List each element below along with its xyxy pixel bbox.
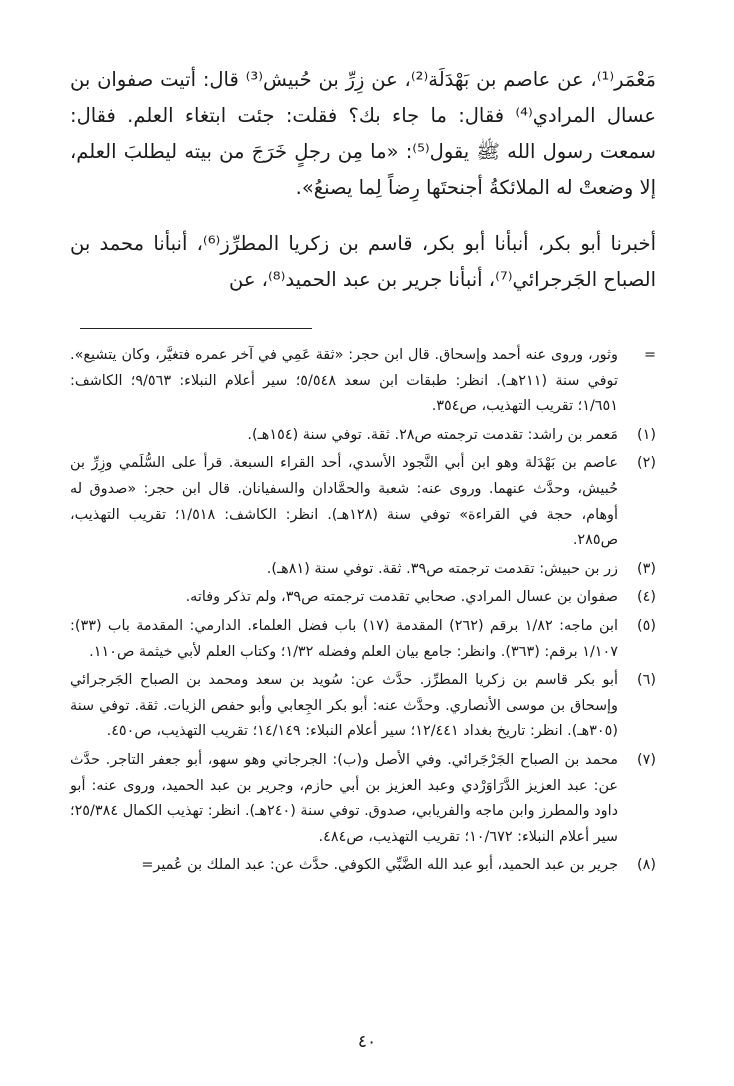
page-number: ٤٠	[357, 1032, 377, 1052]
main-paragraph: أخبرنا أبو بكر، أنبأنا أبو بكر، قاسم بن زكريا المطرِّز⁽⁶⁾، أنبأنا محمد بن الصباح الجَرجرائي⁽⁷⁾، أنبأنا جرير بن عبد الحميد⁽⁸⁾، عن	[70, 232, 657, 291]
footnote	[70, 423, 656, 449]
footnote-number: (٣)	[637, 560, 656, 577]
footnote-text: مَعمر بن راشد: تقدمت ترجمته ص٢٨. ثقة. توفي سنة (١٥٤هـ).	[247, 426, 618, 443]
footnote-number: (٨)	[637, 857, 656, 874]
footnote-text: أبو بكر قاسم بن زكريا المطرِّز. حدَّث عن: سُويد بن سعد ومحمد بن الصباح الجَرجرائي وإسحاق بن موسى الأنصاري. وحدَّث عنه: أبو بكر الجِعابي وأبو حفص الزيات. ثقة. توفي سنة (٣٠٥هـ). انظر: تاريخ بغداد ١٢/٤٤١؛ سير أعلام النبلاء: ١٤/١٤٩؛ تقريب التهذيب، ص٤٥٠.	[70, 672, 618, 740]
footnote-text: محمد بن الصباح الجَرْجَرائي. وفي الأصل و(ب): الجرجاني وهو سهو، أبو جعفر التاجر. حدَّث عن: عبد العزيز الدَّرَاوَرْدي وعبد العزيز بن أبي حازم، وجرير بن عبد الحميد، وروى عنه: أبو داود والمطرز وابن ماجه والفريابي، صدوق. توفي سنة (٢٤٠هـ). انظر: تهذيب الكمال ٢٥/٣٨٤؛ سير أعلام النبلاء: ١٠/٦٧٢؛ تقريب التهذيب، ص٤٨٤.	[70, 751, 618, 845]
footnote-number: (٤)	[637, 589, 656, 606]
footnote-number: (٥)	[637, 617, 656, 634]
footnote-number: (٦)	[637, 672, 656, 689]
footnote	[70, 451, 656, 553]
footnote-number: (١)	[637, 426, 656, 443]
footnote	[70, 585, 656, 611]
footnote-text: زر بن حبيش: تقدمت ترجمته ص٣٩. ثقة. توفي سنة (٨١هـ).	[266, 560, 618, 577]
footnote-text: ابن ماجه: ١/٨٢ برقم (٢٦٢) المقدمة (١٧) باب فضل العلماء. الدارمي: المقدمة باب (٣٣): ١/١٠٧ برقم: (٣٦٣). وانظر: جامع بيان العلم وفضله ١/٣٢؛ وكتاب العلم لأبي خيثمة ص١١٠.	[70, 617, 618, 660]
footnote-text: وثور، وروى عنه أحمد وإسحاق. قال ابن حجر: «ثقة عَمِي في آخر عمره فتغيَّر، وكان يتشيع». توفي سنة (٢١١هـ). انظر: طبقات ابن سعد ٥/٥٤٨؛ سير أعلام النبلاء: ٩/٥٦٣؛ الكاشف: ١/٦٥١؛ تقريب التهذيب، ص٣٥٤.	[70, 347, 618, 415]
footnote	[70, 748, 656, 850]
main-paragraph: مَعْمَر⁽¹⁾، عن عاصم بن بَهْدَلَة⁽²⁾، عن زِرِّ بن حُبيش⁽³⁾ قال: أتيت صفوان بن عسال المرادي⁽⁴⁾ فقال: ما جاء بك؟ فقلت: جئت ابتغاء العلم. فقال: سمعت رسول الله ﷺ يقول⁽⁵⁾: «ما مِن رجلٍ خَرَجَ من بيته ليطلبَ العلم، إلا وضعتْ له الملائكةُ أجنحتَها رِضاً لِما يصنعُ».	[70, 68, 657, 199]
footnote-separator	[80, 328, 312, 329]
footnote-number: (٢)	[637, 455, 656, 472]
footnote-text: عاصم بن بَهْدَلة وهو ابن أبي النَّجود الأسدي، أحد القراء السبعة. قرأ على السُّلَمي وزِرِّ بن حُبيش، وحدَّث عنهما. وروى عنه: شعبة والحمَّادان والسفيانان. قال ابن حجر: «صدوق له أوهام، حجة في القراءة» توفي سنة (١٢٨هـ). انظر: الكاشف: ١/٥١٨؛ تقريب التهذيب، ص٢٨٥.	[70, 455, 618, 549]
footnote-number: (٧)	[637, 751, 656, 768]
footnote-marker: =	[643, 347, 656, 363]
footnote-text: صفوان بن عسال المرادي. صحابي تقدمت ترجمته ص٣٩، ولم تذكر وفاته.	[185, 589, 618, 606]
footnote-text: جرير بن عبد الحميد، أبو عبد الله الضَّبِّي الكوفي. حدَّث عن: عبد الملك بن عُمير=	[141, 857, 618, 874]
footnote	[70, 614, 656, 665]
footnote	[70, 557, 656, 583]
footnote	[70, 668, 656, 745]
footnotes	[70, 343, 656, 879]
main-text	[70, 62, 656, 298]
footnote-continuation	[70, 343, 656, 420]
footnote	[70, 853, 656, 879]
